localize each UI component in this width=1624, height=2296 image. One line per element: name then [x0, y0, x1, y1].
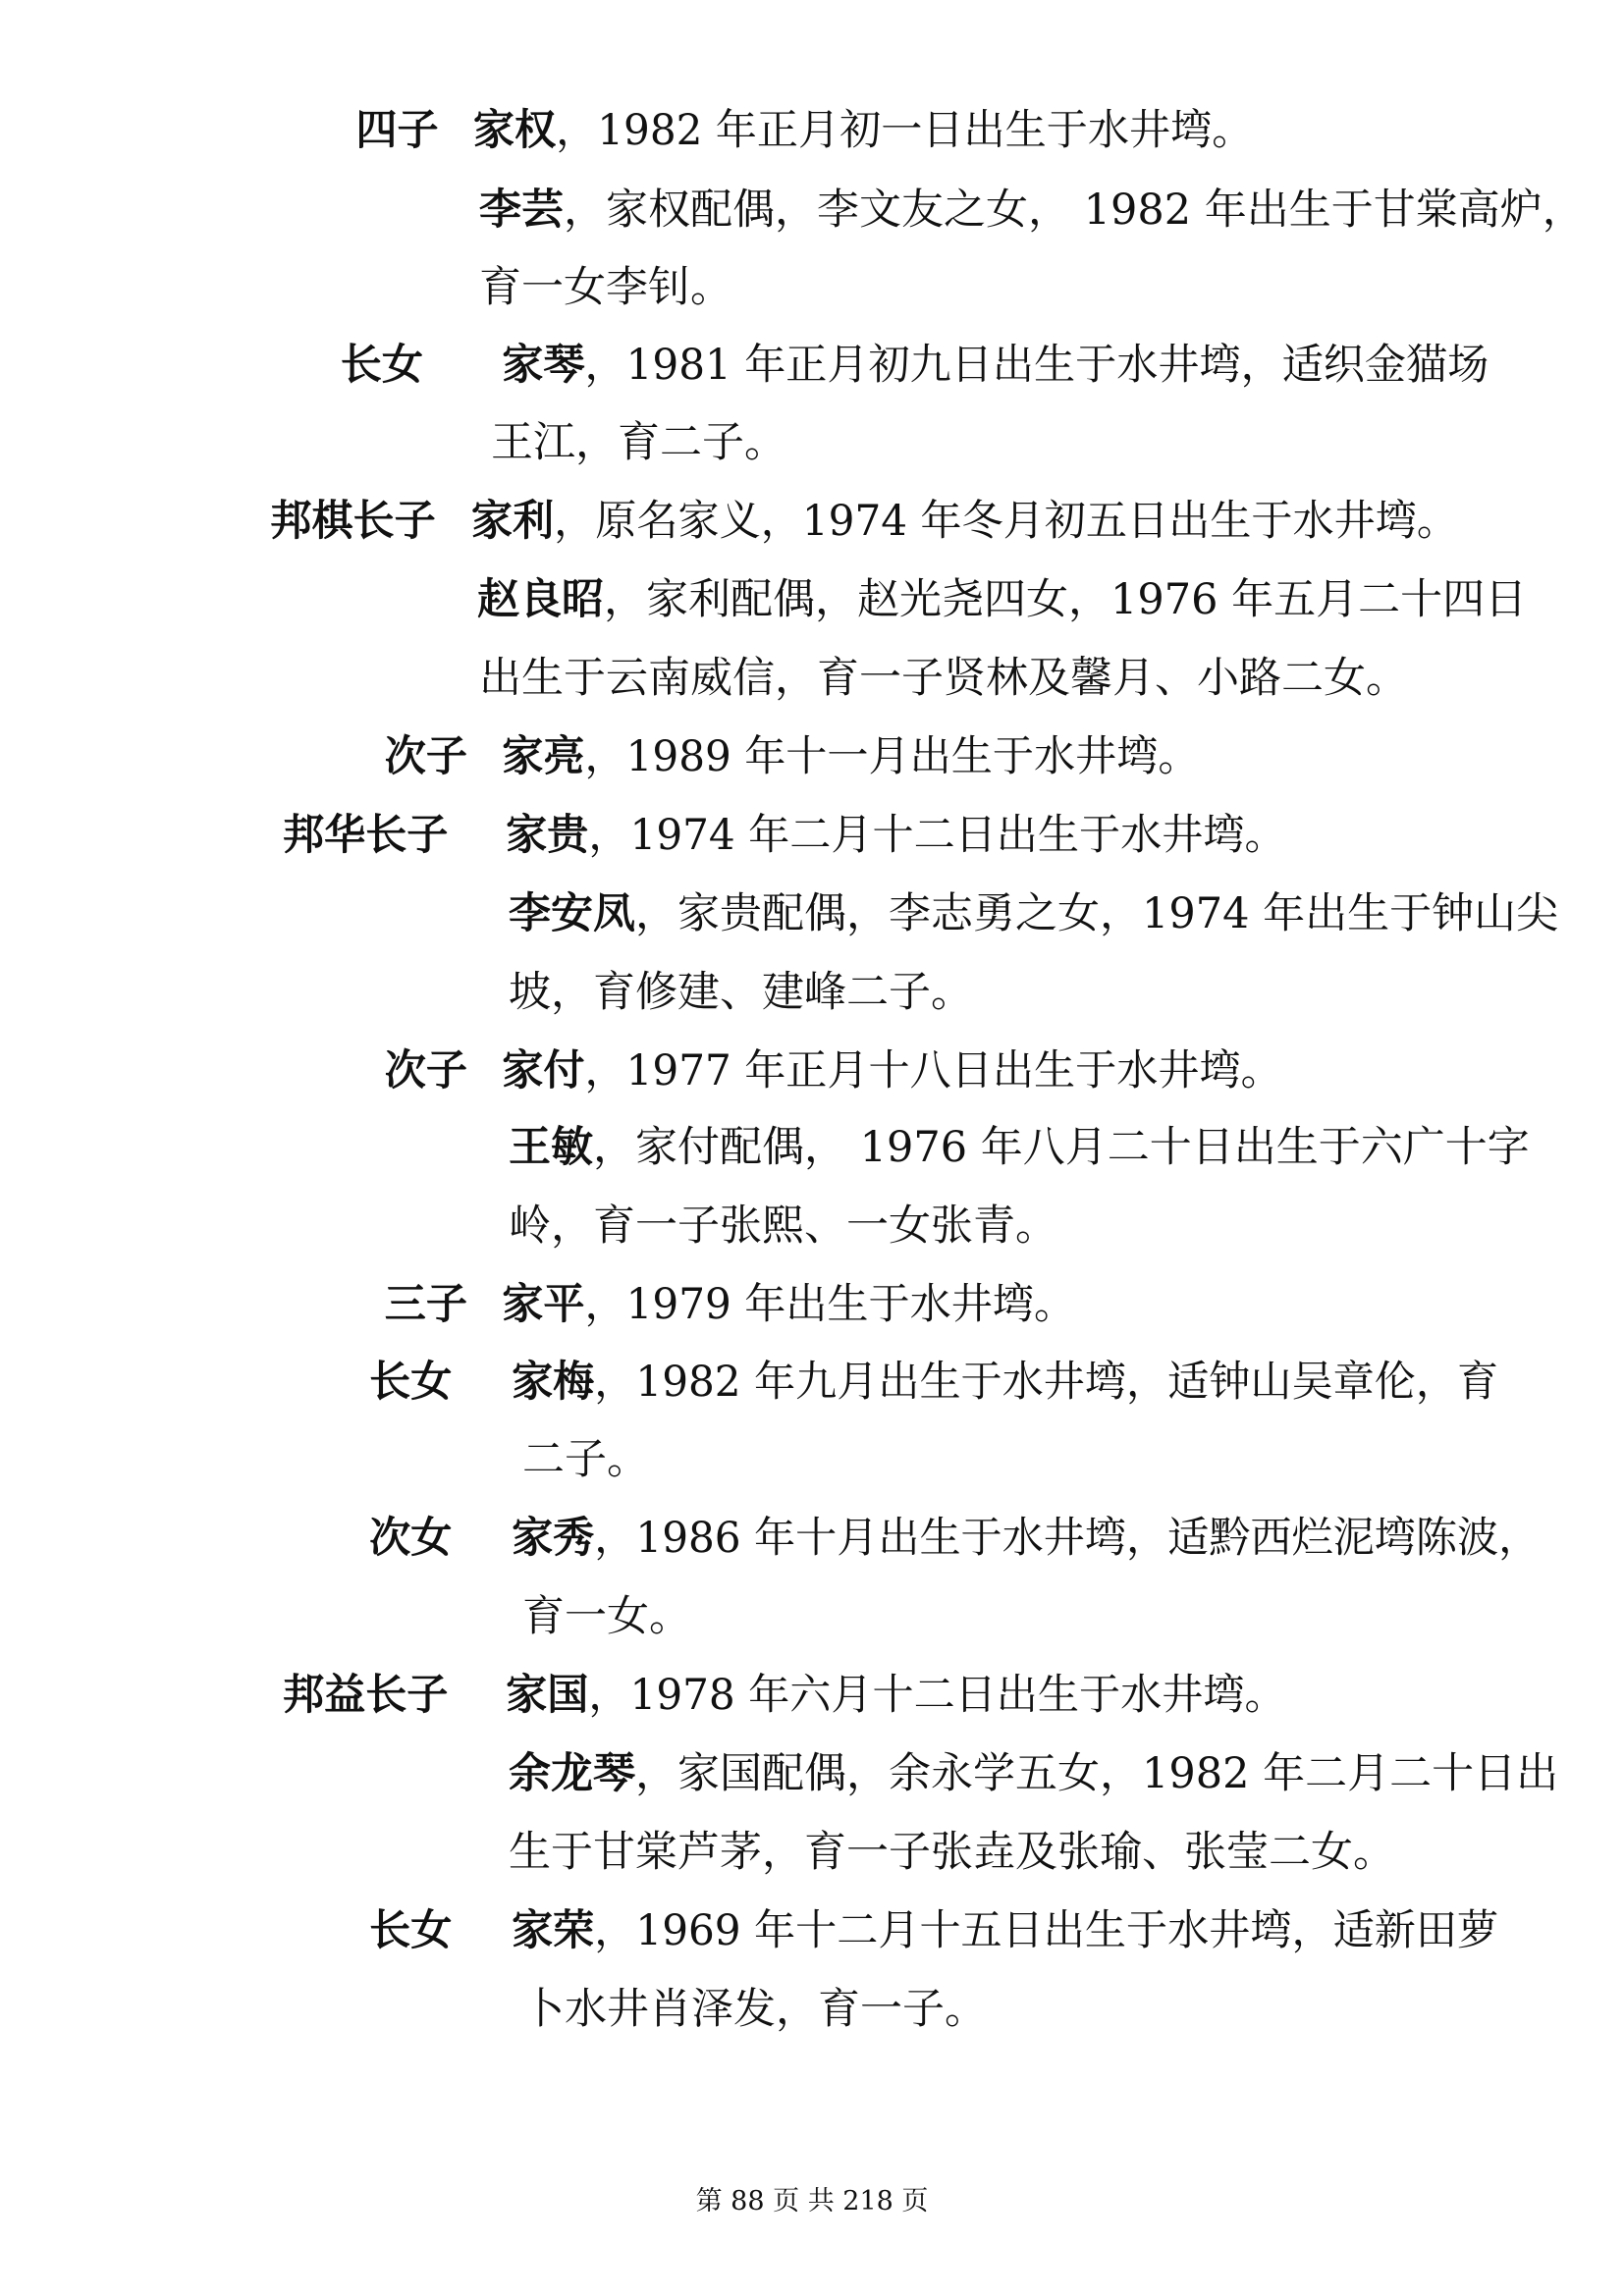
entry-body [502, 732, 1200, 781]
entry-text: ，家国配偶，余永学五女，1982 年二月二十日出 [635, 1749, 1559, 1798]
entry-text: ，家付配偶， 1976 年八月二十日出生于六广十字 [593, 1123, 1530, 1172]
entry-label: 次子 [384, 732, 468, 781]
entry-name: 家亮 [502, 732, 585, 781]
entry-label: 邦华长子 [282, 811, 449, 860]
entry-name: 李芸 [479, 186, 564, 235]
entry-name: 家平 [502, 1280, 585, 1329]
entry-continuation: 出生于云南威信，育一子贤林及馨月、小路二女。 [479, 654, 1408, 703]
entry-name: 家权 [472, 106, 557, 155]
entry-line [509, 1749, 1559, 1798]
entry-body [512, 1358, 1499, 1407]
entry-continuation: 坡，育修建、建峰二子。 [509, 968, 973, 1017]
entry-name: 家秀 [512, 1514, 595, 1563]
entry-body [506, 811, 1286, 860]
entry-line [479, 186, 1585, 235]
entry-text: ，1974 年二月十二日出生于水井塆。 [588, 811, 1286, 860]
entry-body [470, 497, 1458, 546]
entry-label: 三子 [384, 1280, 468, 1329]
page-footer: 第 88 页 共 218 页 [695, 2186, 929, 2216]
entry-body [512, 1514, 1541, 1563]
entry-name: 李安凤 [509, 889, 635, 938]
entry-label: 邦棋长子 [270, 497, 436, 546]
entry-name: 家荣 [512, 1906, 595, 1955]
entry-name: 家贵 [506, 811, 589, 860]
entry-text: ，1986 年十月出生于水井塆，适黔西烂泥塆陈波， [594, 1514, 1541, 1563]
entry-continuation: 育一女李钊。 [479, 263, 732, 312]
entry-name: 余龙琴 [509, 1749, 635, 1798]
entry-text: ，家利配偶，赵光尧四女，1976 年五月二十四日 [604, 575, 1528, 624]
entry-text: ，1969 年十二月十五日出生于水井塆，适新田萝 [594, 1906, 1499, 1955]
entry-name: 家付 [502, 1046, 585, 1095]
entry-name: 家梅 [512, 1358, 595, 1407]
entry-label: 次子 [384, 1046, 468, 1095]
entry-name: 赵良昭 [477, 575, 604, 624]
entry-continuation: 育一女。 [522, 1592, 691, 1641]
entry-text: ，1978 年六月十二日出生于水井塆。 [588, 1671, 1286, 1720]
entry-text: ，原名家义，1974 年冬月初五日出生于水井塆。 [554, 497, 1458, 546]
entry-label: 长女 [369, 1906, 453, 1955]
entry-line [477, 575, 1528, 624]
entry-continuation: 生于甘棠芦茅，育一子张垚及张瑜、张莹二女。 [509, 1828, 1395, 1877]
entry-continuation: 王江，育二子。 [491, 418, 786, 467]
entry-continuation: 二子。 [522, 1435, 649, 1484]
entry-body [502, 1046, 1282, 1095]
entry-body [502, 341, 1489, 390]
entry-body [506, 1671, 1286, 1720]
entry-text: ，1982 年九月出生于水井塆，适钟山吴章伦，育 [594, 1358, 1499, 1407]
entry-line [509, 889, 1559, 938]
entry-text: ，1989 年十一月出生于水井塆。 [584, 732, 1200, 781]
entry-body [512, 1906, 1499, 1955]
entry-body [472, 106, 1254, 155]
entry-name: 家利 [470, 497, 555, 546]
entry-continuation: 岭，育一子张熙、一女张青。 [509, 1201, 1057, 1251]
entry-text: ，1982 年正月初一日出生于水井塆。 [556, 106, 1254, 155]
entry-label: 邦益长子 [282, 1671, 449, 1720]
entry-text: ，1981 年正月初九日出生于水井塆，适织金猫场 [584, 341, 1489, 390]
entry-text: ，1979 年出生于水井塆。 [584, 1280, 1076, 1329]
entry-label: 长女 [340, 341, 423, 390]
entry-continuation: 卜水井肖泽发，育一子。 [522, 1985, 987, 2034]
entry-name: 家琴 [502, 341, 585, 390]
entry-label: 四子 [355, 106, 439, 155]
entry-label: 长女 [369, 1358, 453, 1407]
entry-name: 王敏 [509, 1123, 593, 1172]
entry-body [502, 1280, 1076, 1329]
entry-label: 次女 [369, 1514, 453, 1563]
entry-text: ，家权配偶，李文友之女， 1982 年出生于甘棠高炉， [564, 186, 1585, 235]
entry-name: 家国 [506, 1671, 589, 1720]
entry-text: ，家贵配偶，李志勇之女，1974 年出生于钟山尖 [635, 889, 1559, 938]
entry-line [509, 1123, 1530, 1172]
entry-text: ，1977 年正月十八日出生于水井塆。 [584, 1046, 1282, 1095]
